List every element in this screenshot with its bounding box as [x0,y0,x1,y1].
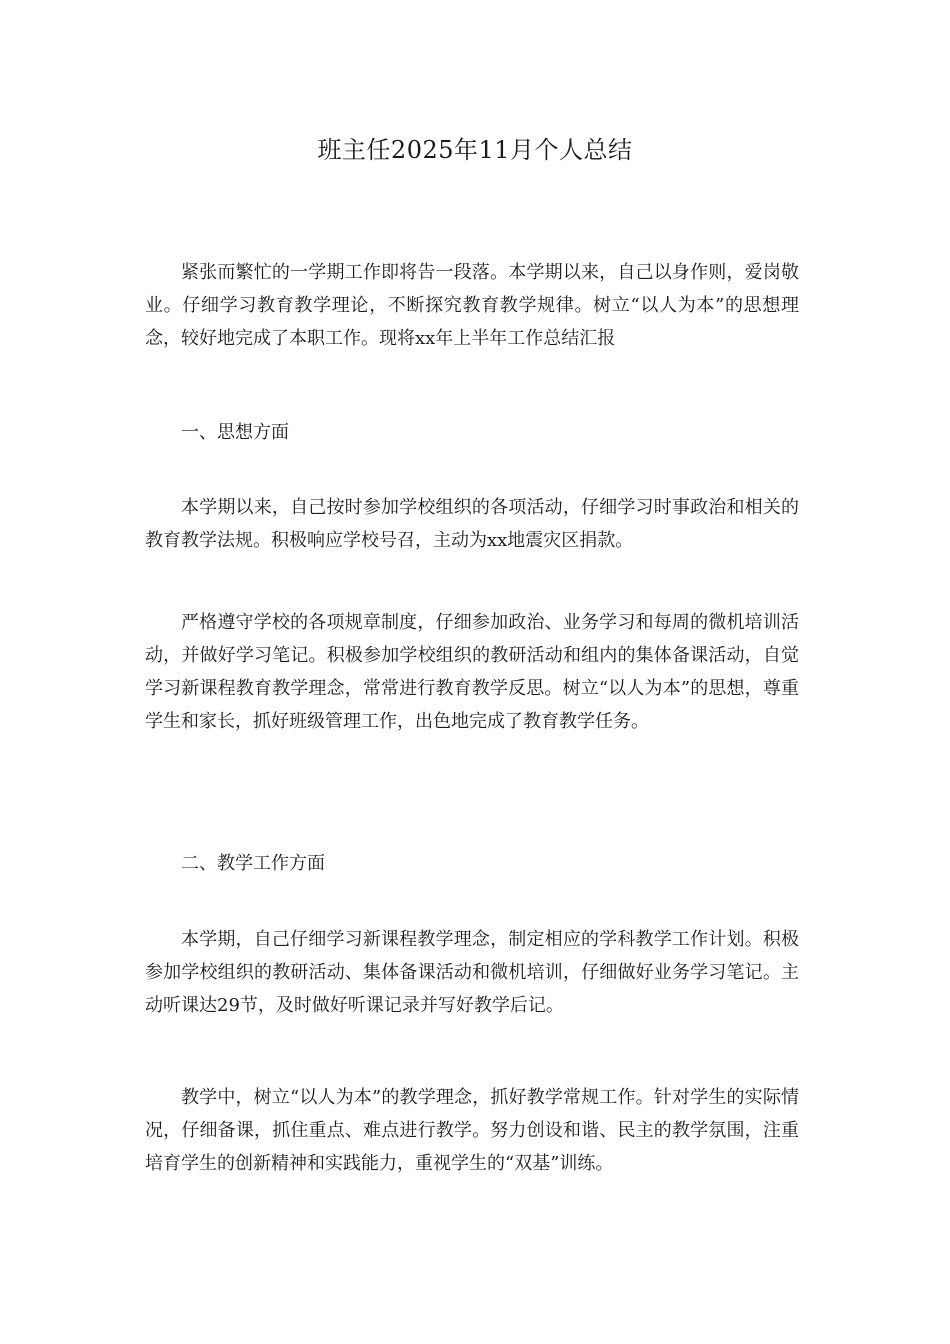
paragraph-intro: 紧张而繁忙的一学期工作即将告一段落。本学期以来，自己以身作则，爱岗敬业。仔细学习教育教学理论，不断探究教育教学规律。树立“以人为本”的思想理念，较好地完成了本职工作。现将xx年上半年工作总结汇报 [145,262,799,349]
paragraph-thought-2: 严格遵守学校的各项规章制度，仔细参加政治、业务学习和每周的微机培训活动，并做好学习笔记。积极参加学校组织的教研活动和组内的集体备课活动，自觉学习新课程教育教学理念，常常进行教育教学反思。树立“以人为本”的思想，尊重学生和家长，抓好班级管理工作，出色地完成了教育教学任务。 [145,612,799,732]
section-heading-teaching: 二、教学工作方面 [181,853,325,874]
paragraph-teaching-1: 本学期，自己仔细学习新课程教学理念，制定相应的学科教学工作计划。积极参加学校组织的教研活动、集体备课活动和微机培训，仔细做好业务学习笔记。主动听课达29节，及时做好听课记录并写好教学后记。 [145,929,799,1016]
paragraph-thought-1: 本学期以来，自己按时参加学校组织的各项活动，仔细学习时事政治和相关的教育教学法规。积极响应学校号召，主动为xx地震灾区捐款。 [145,497,799,551]
section-heading-thought: 一、思想方面 [181,422,289,443]
paragraph-teaching-2: 教学中，树立“以人为本”的教学理念，抓好教学常规工作。针对学生的实际情况，仔细备课，抓住重点、难点进行教学。努力创设和谐、民主的教学氛围，注重培育学生的创新精神和实践能力，重视学生的“双基”训练。 [145,1087,799,1174]
document-title: 班主任2025年11月个人总结 [317,136,633,164]
